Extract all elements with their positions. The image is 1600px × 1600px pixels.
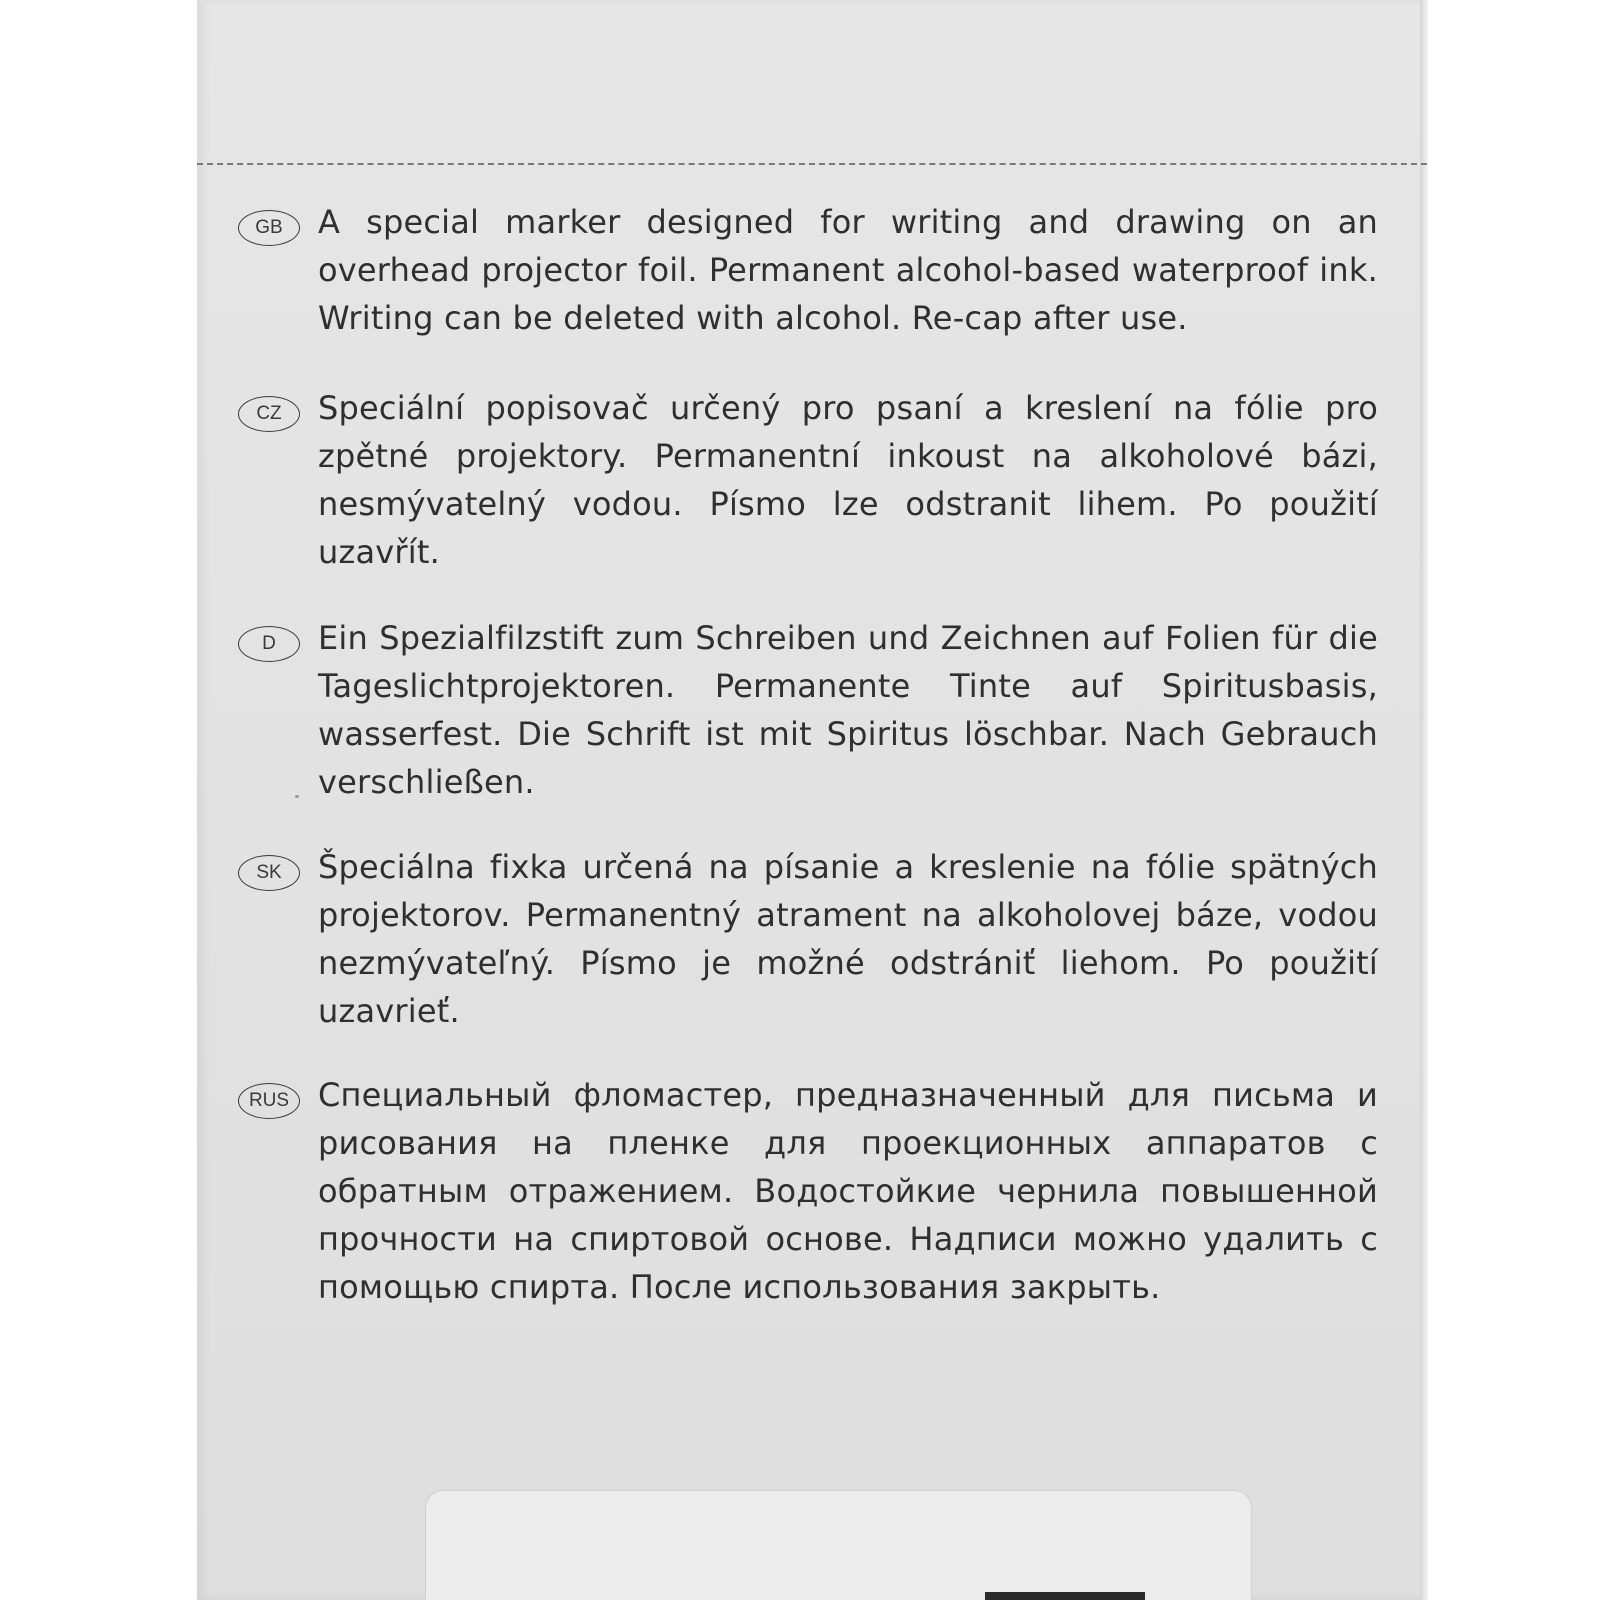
perforation-line — [197, 163, 1427, 165]
description-d: Ein Spezialfilzstift zum Schreiben und Zeichnen auf Folien für die Tageslichtprojektoren. Permanente Tinte auf Spiritusbasis, wasserfest. Die Schrift ist mit Spiritus löschbar. Nach Gebrauch verschließen. — [318, 619, 1378, 801]
description-cz: Speciální popisovač určený pro psaní a kreslení na fólie pro zpětné projektory. Permanentní inkoust na alkoholové bázi, nesmývatelný vodou. Písmo lze odstranit lihem. Po použití uzavřít. — [318, 389, 1378, 571]
barcode-edge — [985, 1592, 1145, 1600]
description-rus: Специальный фломастер, предназначенный для письма и рисования на пленке для проекционных аппаратов с обратным отражением. Водостойкие чернила повышенной прочности на спиртовой основе. Надписи можно удалить с помощью спирта. После использования закрыть. — [318, 1076, 1378, 1306]
language-badge-gb: GB — [238, 210, 300, 246]
print-speck — [295, 795, 299, 798]
language-badge-d: D — [238, 626, 300, 662]
language-badge-cz: CZ — [238, 396, 300, 432]
description-sk: Špeciálna fixka určená na písanie a kreslenie na fólie spätných projektorov. Permanentný atrament na alkoholovej báze, vodou nezmývateľný. Písmo je možné odstrániť liehom. Po použití uzavrieť. — [318, 848, 1378, 1030]
box-edge — [1420, 0, 1428, 1600]
description-gb: A special marker designed for writing and drawing on an overhead projector foil. Permanent alcohol-based waterproof ink. Writing can be deleted with alcohol. Re-cap after use. — [318, 203, 1378, 337]
language-badge-sk: SK — [238, 855, 300, 891]
bottom-label-panel — [425, 1490, 1252, 1600]
language-badge-rus: RUS — [238, 1083, 300, 1119]
